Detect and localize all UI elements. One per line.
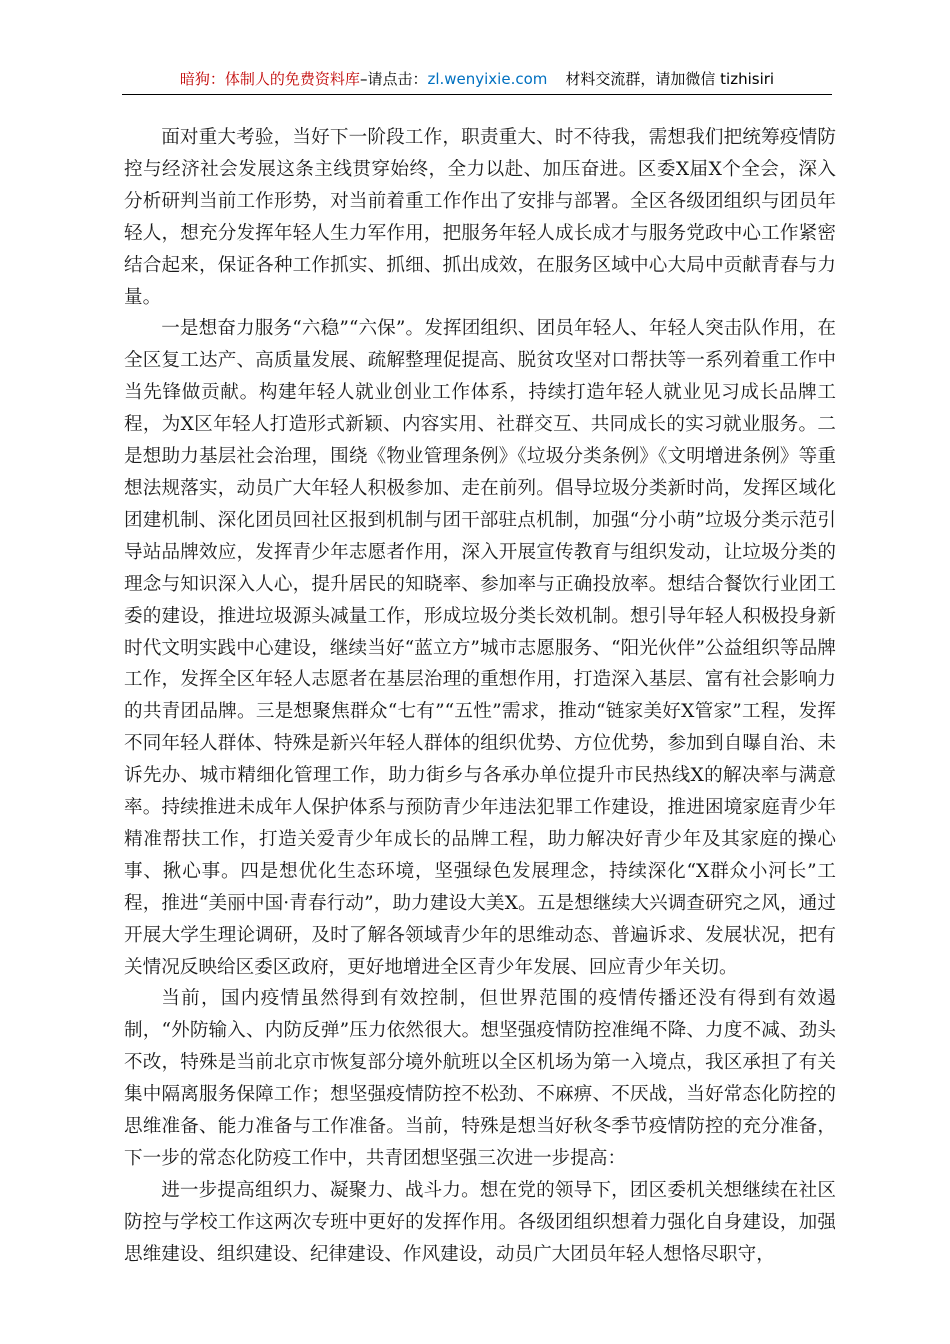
header-wechat-note: 材料交流群，请加微信 tizhisiri xyxy=(565,70,775,88)
header-click-prompt: –请点击： xyxy=(359,70,428,88)
paragraph-2: 一是想奋力服务“六稳”“六保”。发挥团组织、团员年轻人、年轻人突击队作用，在全区复工达产、高质量发展、疏解整理促提高、脱贫攻坚对口帮扶等一系列着重工作中当先锋做贡献。构建年轻人就业创业工作体系，持续打造年轻人就业见习成长品牌工程，为X区年轻人打造形式新颖、内容实用、社群交互、共同成长的实习就业服务。二是想助力基层社会治理，围绕《物业管理条例》《垃圾分类条例》《文明增进条例》等重想法规落实，动员广大年轻人积极参加、走在前列。倡导垃圾分类新时尚，发挥区域化团建机制、深化团员回社区报到机制与团干部驻点机制，加强“分小萌”垃圾分类示范引导站品牌效应，发挥青少年志愿者作用，深入开展宣传教育与组织发动，让垃圾分类的理念与知识深入人心，提升居民的知晓率、参加率与正确投放率。想结合餐饮行业团工委的建设，推进垃圾源头减量工作，形成垃圾分类长效机制。想引导年轻人积极投身新时代文明实践中心建设，继续当好“蓝立方”城市志愿服务、“阳光伙伴”公益组织等品牌工作，发挥全区年轻人志愿者在基层治理的重想作用，打造深入基层、富有社会影响力的共青团品牌。三是想聚焦群众“七有”“五性”需求，推动“链家美好X管家”工程，发挥不同年轻人群体、特殊是新兴年轻人群体的组织优势、方位优势，参加到自曝自治、未诉先办、城市精细化管理工作，助力街乡与各承办单位提升市民热线X的解决率与满意率。持续推进未成年人保护体系与预防青少年违法犯罪工作建设，推进困境家庭青少年精准帮扶工作，打造关爱青少年成长的品牌工程，助力解决好青少年及其家庭的操心事、揪心事。四是想优化生态环境，坚强绿色发展理念，持续深化“X群众小河长”工程，推进“美丽中国·青春行动”，助力建设大美X。五是想继续大兴调查研究之风，通过开展大学生理论调研，及时了解各领域青少年的思维动态、普遍诉求、发展状况，把有关情况反映给区委区政府，更好地增进全区青少年发展、回应青少年关切。 xyxy=(124,318,836,978)
document-body xyxy=(124,122,836,1271)
header-url-link[interactable]: zl.wenyixie.com xyxy=(427,70,548,88)
page-header xyxy=(122,66,832,95)
header-site-name: 暗狗：体制人的免费资料库 xyxy=(179,70,360,88)
paragraph-3: 当前，国内疫情虽然得到有效控制，但世界范围的疫情传播还没有得到有效遏制，“外防输入、内防反弹”压力依然很大。想坚强疫情防控准绳不降、力度不减、劲头不改，特殊是当前北京市恢复部分境外航班以全区机场为第一入境点，我区承担了有关集中隔离服务保障工作；想坚强疫情防控不松劲、不麻痹、不厌战，当好常态化防控的思维准备、能力准备与工作准备。当前，特殊是想当好秋冬季节疫情防控的充分准备，下一步的常态化防疫工作中，共青团想坚强三次进一步提高： xyxy=(124,988,836,1169)
paragraph-4: 进一步提高组织力、凝聚力、战斗力。想在党的领导下，团区委机关想继续在社区防控与学校工作这两次专班中更好的发挥作用。各级团组织想着力强化自身建设，加强思维建设、组织建设、纪律建设、作风建设，动员广大团员年轻人想恪尽职守， xyxy=(124,1179,836,1265)
paragraph-1: 面对重大考验，当好下一阶段工作，职责重大、时不待我，需想我们把统筹疫情防控与经济社会发展这条主线贯穿始终，全力以赴、加压奋进。区委X届X个全会，深入分析研判当前工作形势，对当前着重工作作出了安排与部署。全区各级团组织与团员年轻人，想充分发挥年轻人生力军作用，把服务年轻人成长成才与服务党政中心工作紧密结合起来，保证各种工作抓实、抓细、抓出成效，在服务区域中心大局中贡献青春与力量。 xyxy=(124,127,836,308)
